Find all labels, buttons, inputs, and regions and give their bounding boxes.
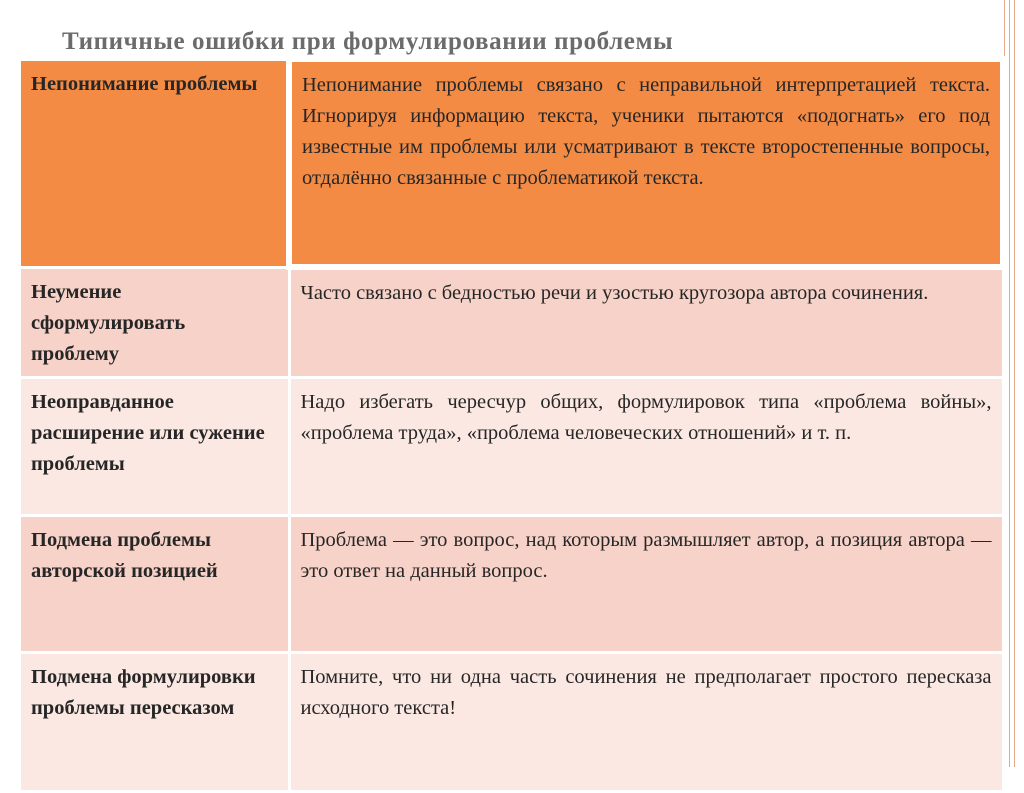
error-term: Подмена проблемы авторской позицией [20, 515, 290, 652]
error-description: Непонимание проблемы связано с неправильной интерпретацией текста. Игнорируя информацию текста, ученики пытаются «подогнать» его под известные им проблемы или усматривают в тексте второстепенные вопросы, отдалённо связанные с проблематикой текста. [289, 59, 1003, 267]
error-description: Проблема — это вопрос, над которым размышляет автор, а позиция автора — это ответ на данный вопрос. [289, 515, 1003, 652]
decorative-border-lines [1004, 0, 1020, 767]
error-term: Неоправданное расширение или сужение проблемы [20, 377, 290, 515]
error-description: Часто связано с бедностью речи и узостью кругозора автора сочинения. [289, 267, 1003, 377]
error-description: Помните, что ни одна часть сочинения не предполагает простого пересказа исходного текста! [289, 652, 1003, 791]
table-row [20, 515, 1004, 652]
error-term: Неумение сформулировать проблему [20, 267, 290, 377]
slide-title: Типичные ошибки при формулировании проблемы [62, 28, 674, 55]
error-term: Непонимание проблемы [20, 59, 290, 267]
error-term: Подмена формулировки проблемы пересказом [20, 652, 290, 791]
table-row [20, 59, 1004, 267]
table-row [20, 377, 1004, 515]
table-row [20, 652, 1004, 791]
table-row [20, 267, 1004, 377]
error-description: Надо избегать чересчур общих, формулировок типа «проблема войны», «проблема труда», «проблема человеческих отношений» и т. п. [289, 377, 1003, 515]
errors-table [18, 56, 1006, 793]
